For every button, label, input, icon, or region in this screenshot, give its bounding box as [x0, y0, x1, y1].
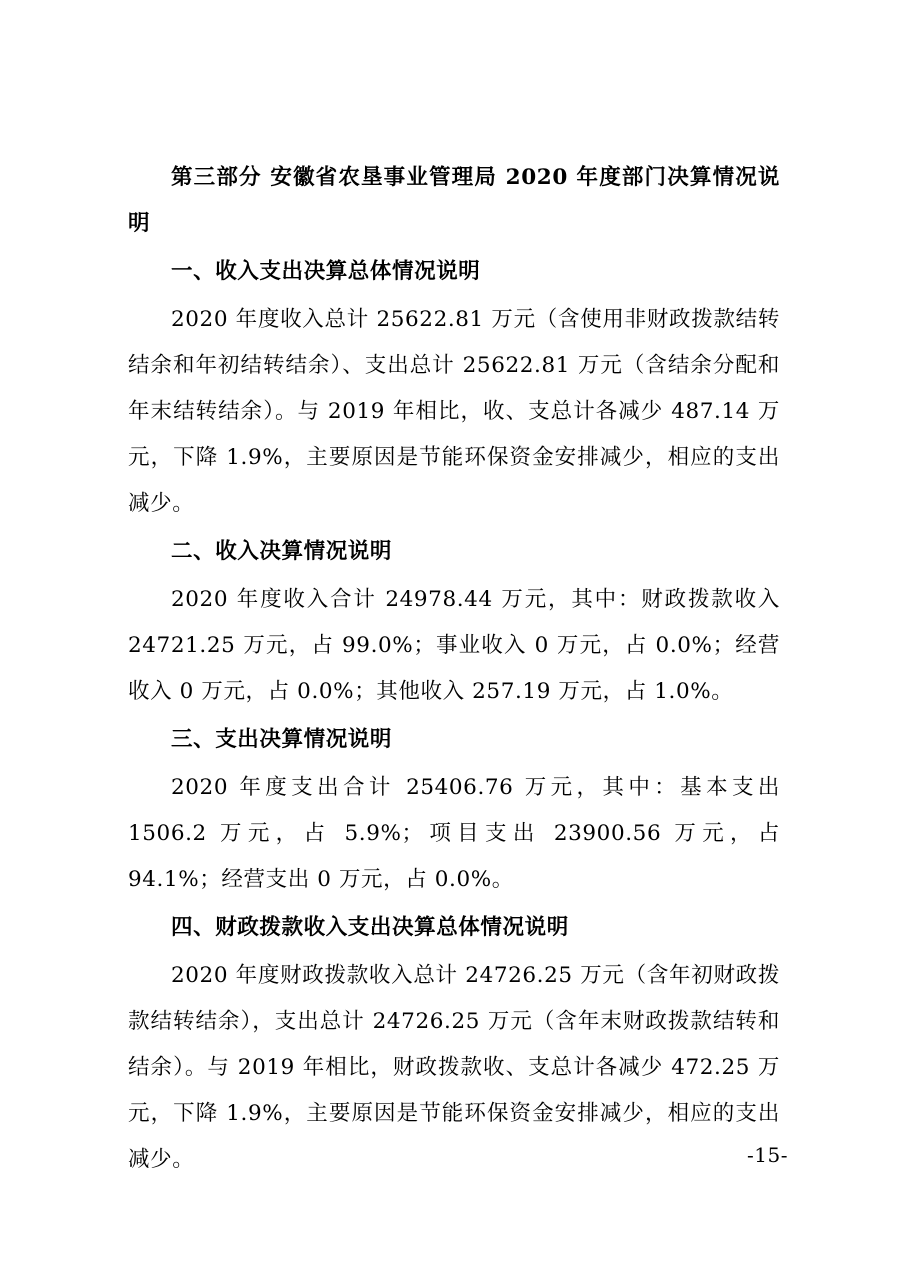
- section-paragraph-4: 2020 年度财政拨款收入总计 24726.25 万元（含年初财政拨款结转结余），支出总计 24726.25 万元（含年末财政拨款结转和结余）。与 2019 年相比，财政拨款收、支总计各减少 472.25 万元，下降 1.9%，主要原因是节能环保资金安排减少，相应的支出减少。: [128, 963, 780, 1172]
- page-number: -15-: [747, 1143, 788, 1167]
- section-heading-1: 一、收入支出决算总体情况说明: [171, 259, 481, 284]
- section-heading-4: 四、财政拨款收入支出决算总体情况说明: [171, 915, 569, 940]
- document-body: [128, 155, 780, 1183]
- section-heading-3: 三、支出决算情况说明: [171, 727, 393, 752]
- section-paragraph-3: 2020 年度支出合计 25406.76 万元，其中：基本支出 1506.2 万元，占 5.9%；项目支出 23900.56 万元，占 94.1%；经营支出 0 万元，占 0.0%。: [128, 775, 780, 892]
- section-paragraph-2: 2020 年度收入合计 24978.44 万元，其中：财政拨款收入 24721.25 万元，占 99.0%；事业收入 0 万元，占 0.0%；经营收入 0 万元，占 0.0%；其他收入 257.19 万元，占 1.0%。: [128, 587, 780, 704]
- page-title: 第三部分 安徽省农垦事业管理局 2020 年度部门决算情况说明: [128, 165, 780, 236]
- section-paragraph-1: 2020 年度收入总计 25622.81 万元（含使用非财政拨款结转结余和年初结转结余）、支出总计 25622.81 万元（含结余分配和年末结转结余）。与 2019 年相比，收、支总计各减少 487.14 万元，下降 1.9%，主要原因是节能环保资金安排减少，相应的支出减少。: [128, 307, 780, 516]
- section-heading-2: 二、收入决算情况说明: [171, 539, 393, 564]
